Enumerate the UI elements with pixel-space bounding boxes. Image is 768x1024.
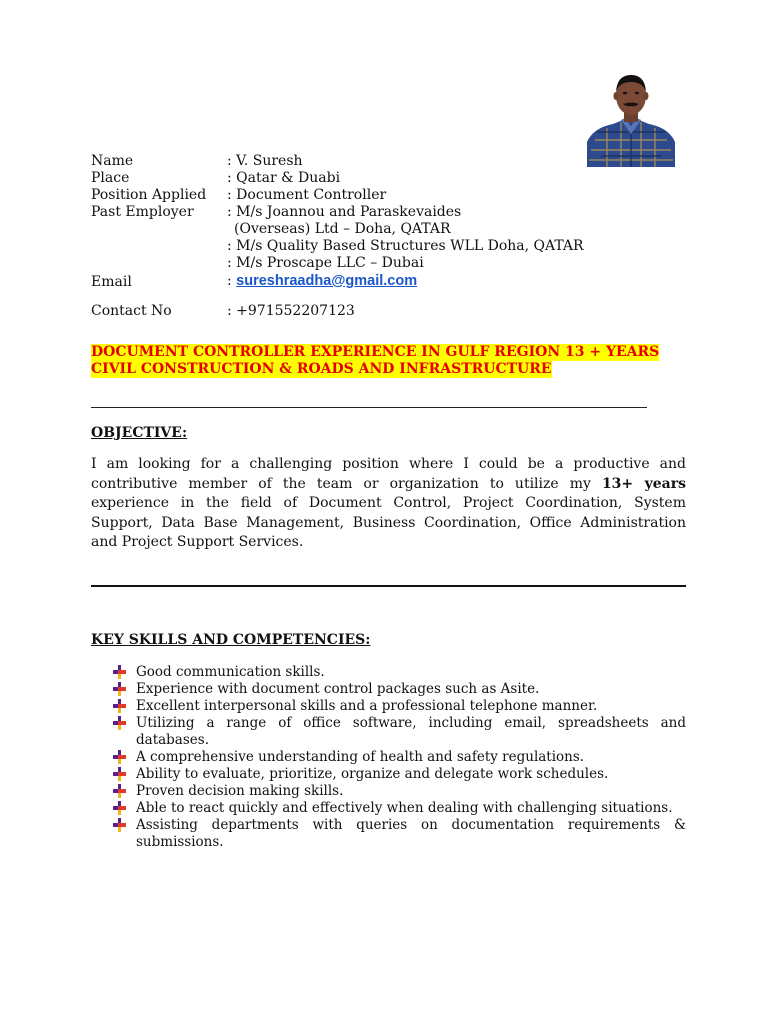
position-value: : Document Controller	[227, 187, 387, 203]
skill-text: Good communication skills.	[136, 664, 325, 680]
skill-text: Proven decision making skills.	[136, 783, 344, 799]
contact-label: Contact No	[91, 303, 172, 319]
bullet-arrow-icon	[113, 665, 126, 679]
email-label: Email	[91, 274, 132, 290]
skills-list	[113, 664, 686, 851]
past-employer-value: : M/s Joannou and Paraskevaides	[227, 204, 462, 220]
skill-item	[113, 698, 686, 715]
past-employer-3: : M/s Proscape LLC – Dubai	[227, 255, 424, 271]
divider-thick	[91, 585, 686, 587]
skill-item	[113, 800, 686, 817]
skill-item	[113, 664, 686, 681]
past-employer-cont: (Overseas) Ltd – Doha, QATAR	[234, 221, 451, 237]
skill-item	[113, 817, 686, 851]
position-label: Position Applied	[91, 187, 207, 203]
past-employer-2: : M/s Quality Based Structures WLL Doha, QATAR	[227, 238, 584, 254]
email-value	[227, 273, 417, 290]
skill-text: Excellent interpersonal skills and a professional telephone manner.	[136, 698, 598, 714]
headline-line-2: CIVIL CONSTRUCTION & ROADS AND INFRASTRUCTURE	[91, 361, 552, 377]
skill-text: Able to react quickly and effectively when dealing with challenging situations.	[136, 800, 673, 816]
objective-text-end: experience in the field of Document Control, Project Coordination, System Support, Data Base Management, Business Coordination, Office Administration and Project Support Services.	[91, 495, 686, 550]
divider-thin	[91, 407, 647, 408]
email-prefix: :	[227, 273, 237, 289]
objective-text-start: I am looking for a challenging position where I could be a productive and contributive member of the team or organization to utilize my	[91, 456, 686, 492]
skill-item	[113, 783, 686, 800]
skill-text: A comprehensive understanding of health and safety regulations.	[136, 749, 585, 765]
skill-item	[113, 749, 686, 766]
bullet-arrow-icon	[113, 767, 126, 781]
profile-photo	[587, 62, 675, 167]
bullet-arrow-icon	[113, 716, 126, 730]
contact-value: : +971552207123	[227, 303, 355, 319]
past-employer-label: Past Employer	[91, 204, 194, 220]
skills-title: KEY SKILLS AND COMPETENCIES:	[91, 632, 371, 648]
bullet-arrow-icon	[113, 818, 126, 832]
bullet-arrow-icon	[113, 699, 126, 713]
objective-text	[91, 455, 686, 553]
place-label: Place	[91, 170, 130, 186]
skill-text: Ability to evaluate, prioritize, organize and delegate work schedules.	[136, 766, 609, 782]
skill-text: Assisting departments with queries on documentation requirements & submissions.	[136, 817, 686, 850]
name-value: : V. Suresh	[227, 153, 303, 169]
name-label: Name	[91, 153, 134, 169]
skill-item	[113, 715, 686, 749]
skill-item	[113, 766, 686, 783]
objective-years: 13+ years	[601, 475, 686, 492]
headline-line-1: DOCUMENT CONTROLLER EXPERIENCE IN GULF REGION 13 + YEARS	[91, 344, 660, 360]
place-value: : Qatar & Duabi	[227, 170, 341, 186]
objective-title: OBJECTIVE:	[91, 425, 188, 441]
skill-item	[113, 681, 686, 698]
skill-text: Utilizing a range of office software, including email, spreadsheets and databases.	[136, 715, 686, 748]
bullet-arrow-icon	[113, 784, 126, 798]
bullet-arrow-icon	[113, 750, 126, 764]
skill-text: Experience with document control packages such as Asite.	[136, 681, 540, 697]
bullet-arrow-icon	[113, 682, 126, 696]
email-link[interactable]: sureshraadha@gmail.com	[236, 273, 418, 289]
bullet-arrow-icon	[113, 801, 126, 815]
